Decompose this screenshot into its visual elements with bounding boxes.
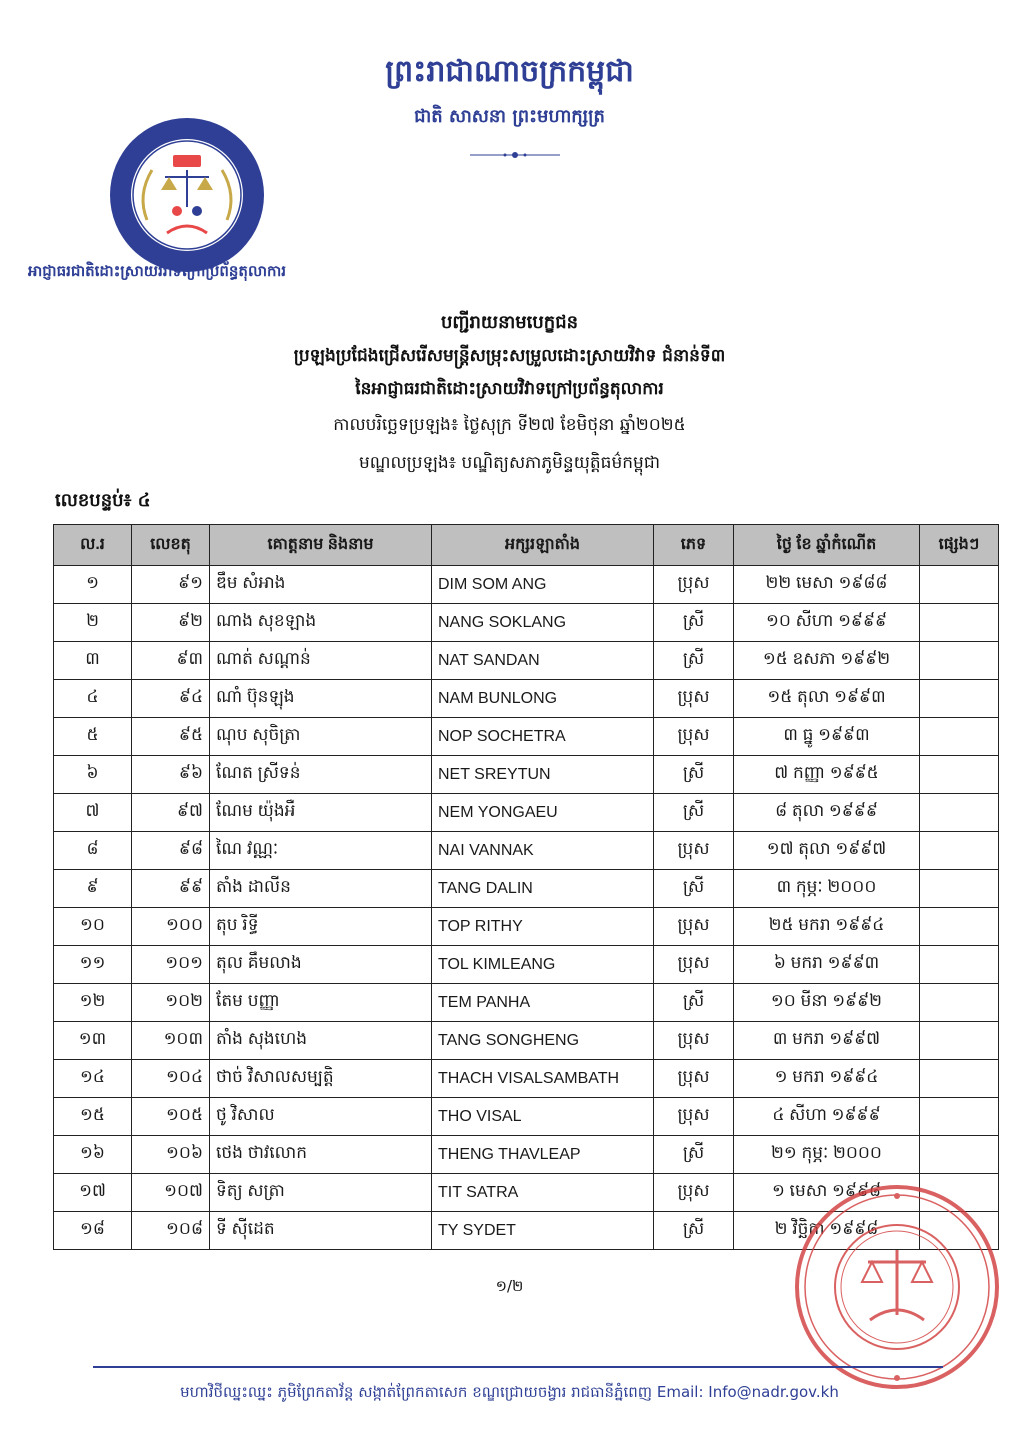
cell-no: ៥: [54, 718, 132, 756]
table-row: [54, 756, 999, 794]
cell-name-latin: TEM PANHA: [432, 984, 654, 1022]
cell-name-kh: ថូ វិសាល: [210, 1098, 432, 1136]
cell-sex: ស្រី: [654, 642, 734, 680]
cell-sex: ស្រី: [654, 794, 734, 832]
cell-no: ១៣: [54, 1022, 132, 1060]
cell-dob: ៧ កញ្ញា ១៩៩៥: [734, 756, 920, 794]
table-row: [54, 718, 999, 756]
cell-name-latin: NOP SOCHETRA: [432, 718, 654, 756]
cell-name-latin: TANG SONGHENG: [432, 1022, 654, 1060]
cell-note: [920, 1098, 999, 1136]
header-dob: ថ្ងៃ ខែ ឆ្នាំកំណើត: [734, 525, 920, 566]
cell-dob: ៦ មករា ១៩៩៣: [734, 946, 920, 984]
cell-sex: ស្រី: [654, 1136, 734, 1174]
document-title: បញ្ជីរាយនាមបេក្ខជន: [440, 312, 579, 333]
cell-desk: ១០៣: [132, 1022, 210, 1060]
cell-dob: ១០ សីហា ១៩៩៩: [734, 604, 920, 642]
cell-name-latin: NAM BUNLONG: [432, 680, 654, 718]
cell-name-kh: ទិត្យ សត្រា: [210, 1174, 432, 1212]
cell-name-kh: តែម បញ្ញា: [210, 984, 432, 1022]
cell-name-kh: តុល គឹមលាង: [210, 946, 432, 984]
cell-name-latin: THO VISAL: [432, 1098, 654, 1136]
cell-desk: ១០៤: [132, 1060, 210, 1098]
cell-sex: ប្រុស: [654, 566, 734, 604]
cell-sex: ប្រុស: [654, 908, 734, 946]
cell-note: [920, 756, 999, 794]
cell-name-kh: ថេង ថាវលោក: [210, 1136, 432, 1174]
cell-name-latin: NAT SANDAN: [432, 642, 654, 680]
cell-desk: ១០៦: [132, 1136, 210, 1174]
table-row: [54, 832, 999, 870]
cell-desk: ៩៦: [132, 756, 210, 794]
cell-sex: ស្រី: [654, 1212, 734, 1250]
cell-no: ១៦: [54, 1136, 132, 1174]
cell-sex: ប្រុស: [654, 832, 734, 870]
cell-dob: ៣ កុម្ភៈ ២០០០: [734, 870, 920, 908]
cell-dob: ២ វិច្ឆិកា ១៩៩៨: [734, 1212, 920, 1250]
cell-note: [920, 908, 999, 946]
table-row: [54, 794, 999, 832]
header-no: ល.រ: [54, 525, 132, 566]
cell-name-latin: NET SREYTUN: [432, 756, 654, 794]
footer-address: មហាវិថីឈ្នះឈ្នះ ភូមិព្រែកតាវ័ន្ត សង្កាត់ព្រែកតាសេក ខណ្ឌជ្រោយចង្វារ រាជធានីភ្នំពេញ Email: Info@nadr.gov.kh: [180, 1383, 839, 1401]
ornament-divider: [470, 150, 560, 160]
cell-no: ៣: [54, 642, 132, 680]
cell-note: [920, 680, 999, 718]
cell-desk: ១០៨: [132, 1212, 210, 1250]
cell-name-kh: ណាង សុខឡាង: [210, 604, 432, 642]
room-number: លេខបន្ទប់៖ ៤: [55, 490, 151, 511]
table-row: [54, 946, 999, 984]
cell-name-latin: NEM YONGAEU: [432, 794, 654, 832]
cell-dob: ៨ តុលា ១៩៩៩: [734, 794, 920, 832]
cell-note: [920, 566, 999, 604]
cell-dob: ១ មករា ១៩៩៤: [734, 1060, 920, 1098]
cell-dob: ១ មេសា ១៩៩៨: [734, 1174, 920, 1212]
cell-sex: ប្រុស: [654, 1022, 734, 1060]
footer-divider: [93, 1366, 943, 1368]
table-header-row: [54, 525, 999, 566]
cell-dob: ២២ មេសា ១៩៨៨: [734, 566, 920, 604]
cell-dob: ៣ មករា ១៩៩៧: [734, 1022, 920, 1060]
cell-desk: ១០០: [132, 908, 210, 946]
cell-note: [920, 946, 999, 984]
cell-name-latin: TOP RITHY: [432, 908, 654, 946]
cell-no: ៩: [54, 870, 132, 908]
cell-sex: ស្រី: [654, 870, 734, 908]
page-number: ១/២: [495, 1277, 524, 1295]
cell-name-kh: ថាច់ វិសាលសម្បត្តិ: [210, 1060, 432, 1098]
cell-dob: ២១ កុម្ភៈ ២០០០: [734, 1136, 920, 1174]
cell-name-latin: NANG SOKLANG: [432, 604, 654, 642]
cell-note: [920, 604, 999, 642]
cell-sex: ប្រុស: [654, 946, 734, 984]
table-row: [54, 870, 999, 908]
organization-seal: [107, 115, 267, 275]
cell-note: [920, 1060, 999, 1098]
header-note: ផ្សេងៗ: [920, 525, 999, 566]
cell-desk: ១០១: [132, 946, 210, 984]
cell-desk: ៩៣: [132, 642, 210, 680]
cell-no: ១០: [54, 908, 132, 946]
cell-sex: ប្រុស: [654, 1098, 734, 1136]
header-desk: លេខតុ: [132, 525, 210, 566]
cell-sex: ស្រី: [654, 984, 734, 1022]
candidate-table: [53, 524, 999, 1250]
cell-note: [920, 1022, 999, 1060]
cell-dob: ១៥ ឧសភា ១៩៩២: [734, 642, 920, 680]
cell-note: [920, 832, 999, 870]
cell-no: ១៨: [54, 1212, 132, 1250]
authority-title: នៃអាជ្ញាធរជាតិដោះស្រាយវិវាទក្រៅប្រព័ន្ធតុលាការ: [355, 379, 664, 399]
organization-name: អាជ្ញាធរជាតិដោះស្រាយវិវាទក្រៅប្រព័ន្ធតុលាការ: [28, 262, 287, 280]
cell-desk: ១០៥: [132, 1098, 210, 1136]
cell-no: ១: [54, 566, 132, 604]
cell-name-latin: TIT SATRA: [432, 1174, 654, 1212]
cell-name-latin: TOL KIMLEANG: [432, 946, 654, 984]
cell-name-latin: THACH VISALSAMBATH: [432, 1060, 654, 1098]
cell-name-latin: THENG THAVLEAP: [432, 1136, 654, 1174]
cell-name-kh: តាំង សុងហេង: [210, 1022, 432, 1060]
cell-sex: ប្រុស: [654, 1174, 734, 1212]
cell-sex: ស្រី: [654, 604, 734, 642]
cell-sex: ប្រុស: [654, 680, 734, 718]
table-row: [54, 604, 999, 642]
cell-name-kh: តុប រិទ្ធី: [210, 908, 432, 946]
table-row: [54, 642, 999, 680]
cell-desk: ៩៥: [132, 718, 210, 756]
cell-desk: ១០៧: [132, 1174, 210, 1212]
table-row: [54, 908, 999, 946]
cell-name-latin: DIM SOM ANG: [432, 566, 654, 604]
cell-note: [920, 642, 999, 680]
cell-name-kh: ណែម យ៉ុងអឺ: [210, 794, 432, 832]
exam-center: មណ្ឌលប្រឡង៖ បណ្ឌិត្យសភាភូមិន្ទយុត្តិធម៌កម្ពុជា: [358, 453, 661, 473]
cell-name-kh: ទី ស៊ីដេត: [210, 1212, 432, 1250]
cell-sex: ប្រុស: [654, 718, 734, 756]
cell-dob: ១០ មីនា ១៩៩២: [734, 984, 920, 1022]
header-name-latin: អក្សរឡាតាំង: [432, 525, 654, 566]
table-row: [54, 1098, 999, 1136]
table-row: [54, 566, 999, 604]
kingdom-title: ព្រះរាជាណាចក្រកម្ពុជា: [385, 54, 634, 89]
cell-name-latin: TANG DALIN: [432, 870, 654, 908]
cell-note: [920, 718, 999, 756]
cell-sex: ប្រុស: [654, 1060, 734, 1098]
cell-no: ៦: [54, 756, 132, 794]
cell-desk: ៩៧: [132, 794, 210, 832]
official-stamp: [790, 1180, 1005, 1395]
cell-dob: ១៥ តុលា ១៩៩៣: [734, 680, 920, 718]
cell-dob: ៤ សីហា ១៩៩៩: [734, 1098, 920, 1136]
cell-desk: ៩៨: [132, 832, 210, 870]
cell-desk: ៩៤: [132, 680, 210, 718]
cell-dob: ១៧ តុលា ១៩៩៧: [734, 832, 920, 870]
cell-desk: ៩២: [132, 604, 210, 642]
cell-name-kh: តាំង ដាលីន: [210, 870, 432, 908]
cell-dob: ៣ ធ្នូ ១៩៩៣: [734, 718, 920, 756]
cell-name-kh: ណាំ ប៊ុនឡុង: [210, 680, 432, 718]
header-name-kh: គោត្តនាម និងនាម: [210, 525, 432, 566]
cell-no: ១២: [54, 984, 132, 1022]
exam-date: កាលបរិច្ឆេទប្រឡង៖ ថ្ងៃសុក្រ ទី២៧ ខែមិថុនា ឆ្នាំ២០២៥: [333, 415, 686, 435]
table-row: [54, 984, 999, 1022]
cell-name-kh: ណុប សុចិត្រា: [210, 718, 432, 756]
cell-note: [920, 870, 999, 908]
cell-name-latin: NAI VANNAK: [432, 832, 654, 870]
table-row: [54, 680, 999, 718]
cell-note: [920, 794, 999, 832]
cell-name-kh: ណៃ វណ្ណៈ: [210, 832, 432, 870]
cell-no: ២: [54, 604, 132, 642]
cell-no: ១៧: [54, 1174, 132, 1212]
table-row: [54, 1022, 999, 1060]
cell-desk: ៩៩: [132, 870, 210, 908]
cell-no: ១១: [54, 946, 132, 984]
exam-title: ប្រឡងប្រជែងជ្រើសរើសមន្ត្រីសម្រុះសម្រួលដោះស្រាយវិវាទ ជំនាន់ទី៣: [293, 346, 726, 366]
cell-note: [920, 984, 999, 1022]
cell-desk: ៩១: [132, 566, 210, 604]
cell-dob: ២៥ មករា ១៩៩៤: [734, 908, 920, 946]
cell-no: ៧: [54, 794, 132, 832]
national-motto: ជាតិ សាសនា ព្រះមហាក្សត្រ: [414, 106, 605, 127]
cell-no: ១៤: [54, 1060, 132, 1098]
table-row: [54, 1060, 999, 1098]
cell-name-kh: ណែត ស្រីទន់: [210, 756, 432, 794]
cell-no: ១៥: [54, 1098, 132, 1136]
cell-name-kh: ឌឹម សំអាង: [210, 566, 432, 604]
cell-no: ៨: [54, 832, 132, 870]
table-row: [54, 1136, 999, 1174]
cell-note: [920, 1136, 999, 1174]
cell-desk: ១០២: [132, 984, 210, 1022]
cell-name-latin: TY SYDET: [432, 1212, 654, 1250]
cell-name-kh: ណាត់ សណ្ដាន់: [210, 642, 432, 680]
cell-sex: ស្រី: [654, 756, 734, 794]
header-sex: ភេទ: [654, 525, 734, 566]
cell-no: ៤: [54, 680, 132, 718]
